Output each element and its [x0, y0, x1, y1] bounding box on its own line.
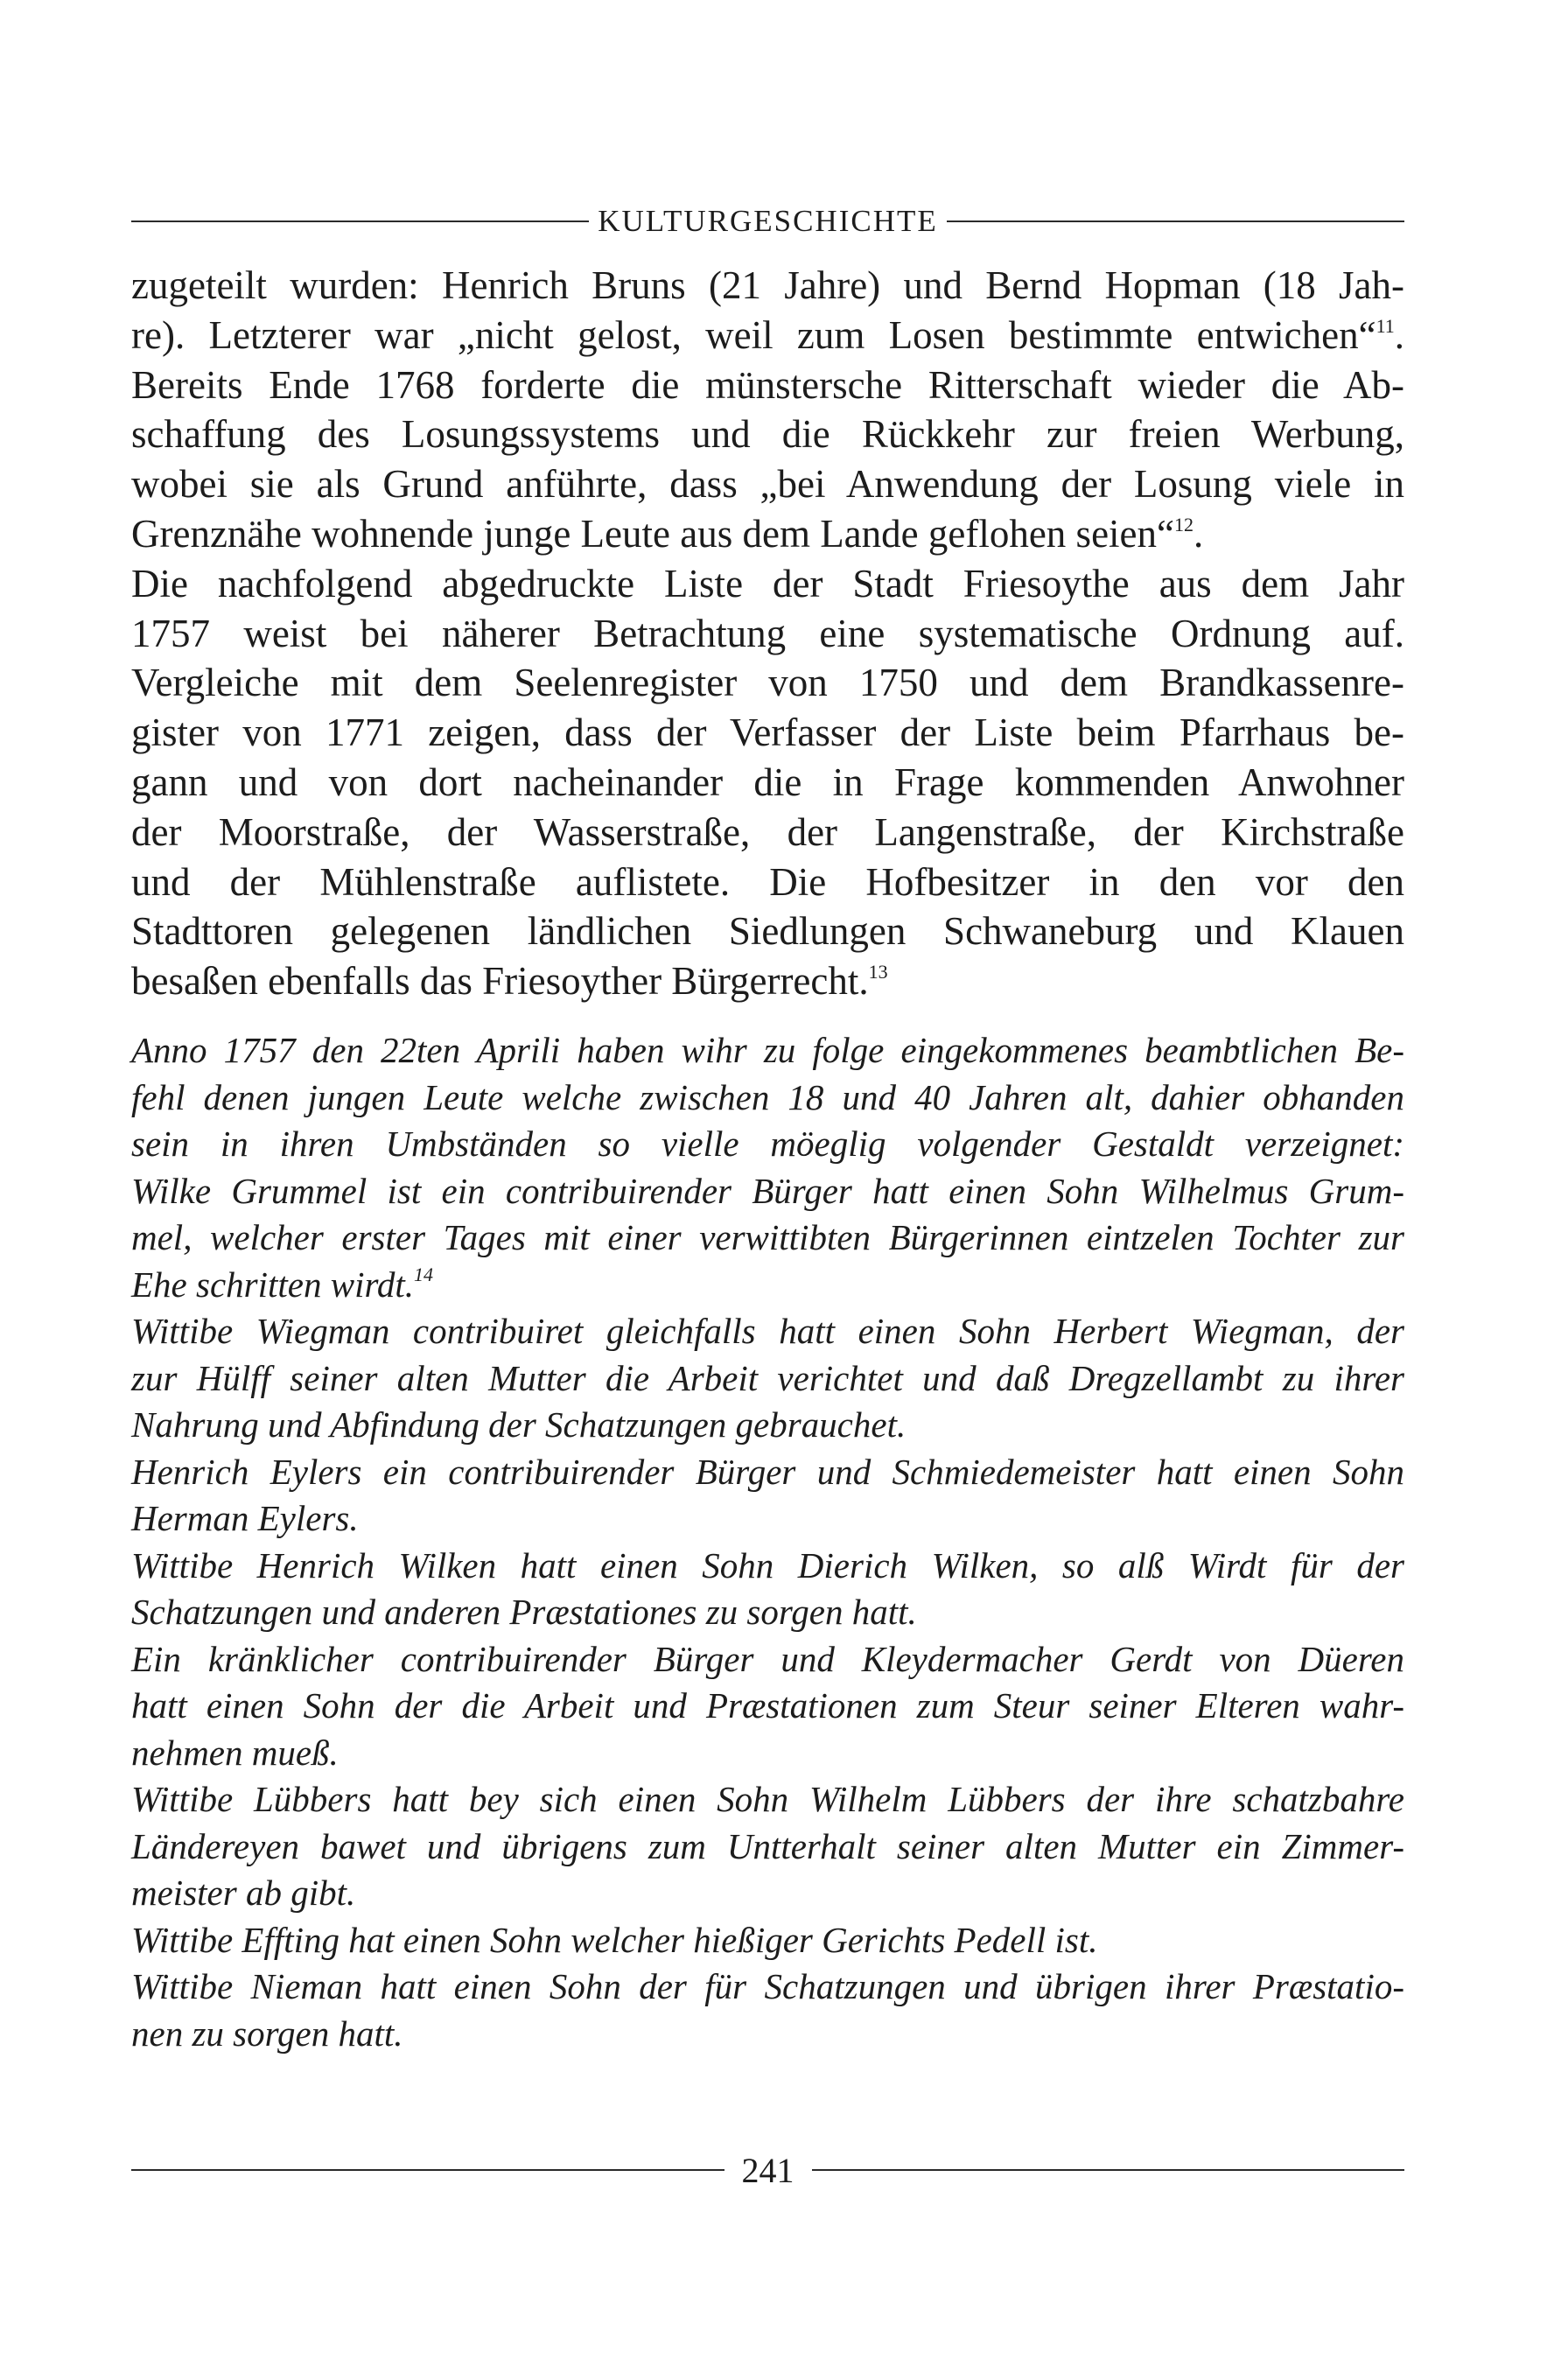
quotation-line — [131, 1027, 1404, 1074]
quotation-line — [131, 1355, 1404, 1403]
body-line-text: gann und von dort nacheinander die in Frage kommenden Anwohner — [131, 760, 1404, 804]
page-footer — [131, 2144, 1404, 2196]
quotation-line — [131, 1262, 1404, 1309]
header-rule-right — [947, 220, 1404, 222]
historical-quotation — [131, 1027, 1404, 2057]
body-line — [131, 559, 1404, 609]
body-line-text: re). Letzterer war „nicht gelost, weil zum Losen bestimmte entwichen“ — [131, 312, 1376, 357]
quotation-line-text: zur Hülff seiner alten Mutter die Arbeit verichtet und daß Dregzellambt zu ihrer — [131, 1357, 1404, 1398]
quotation-line-text: nehmen mueß. — [131, 1732, 339, 1773]
quotation-line — [131, 1964, 1404, 2011]
quotation-line — [131, 1214, 1404, 1262]
body-line — [131, 360, 1404, 410]
quotation-line-text: Nahrung und Abfindung der Schatzungen gebrauchet. — [131, 1404, 906, 1445]
quotation-line — [131, 1074, 1404, 1122]
quotation-line — [131, 1870, 1404, 1917]
quotation-line — [131, 1449, 1404, 1496]
footnote-ref: 13 — [868, 961, 888, 984]
quotation-line — [131, 1308, 1404, 1355]
quotation-line-text: fehl denen jungen Leute welche zwischen 18 und 40 Jahren alt, dahier obhanden — [131, 1076, 1404, 1117]
quotation-line-text: mel, welcher erster Tages mit einer verwittibten Bürgerinnen eintzelen Tochter zur — [131, 1217, 1404, 1257]
quotation-line-text: sein in ihren Umbständen so vielle möeglig volgender Gestaldt verzeignet: — [131, 1124, 1404, 1164]
body-line — [131, 609, 1404, 659]
body-line-text: Stadttoren gelegenen ländlichen Siedlungen Schwaneburg und Klauen — [131, 909, 1404, 954]
body-line-text: Grenznähe wohnende junge Leute aus dem Lande geflohen seien“ — [131, 511, 1174, 556]
body-line-text: besaßen ebenfalls das Friesoyther Bürgerrecht. — [131, 959, 869, 1004]
body-line-text: wobei sie als Grund anführte, dass „bei Anwendung der Losung viele in — [131, 462, 1404, 507]
quotation-line — [131, 1730, 1404, 1777]
body-line — [131, 858, 1404, 907]
body-line-text: zugeteilt wurden: Henrich Bruns (21 Jahre) und Bernd Hopman (18 Jah- — [131, 263, 1404, 307]
quotation-line — [131, 1402, 1404, 1449]
footnote-ref: 12 — [1174, 513, 1194, 536]
quotation-line-text: Henrich Eylers ein contribuirender Bürger und Schmiedemeister hatt einen Sohn — [131, 1451, 1404, 1492]
quotation-line-text: Wittibe Wiegman contribuiret gleichfalls hatt einen Sohn Herbert Wiegman, der — [131, 1311, 1404, 1351]
quotation-line-text: Ehe schritten wirdt. — [131, 1264, 415, 1305]
body-line — [131, 261, 1404, 311]
quotation-line-text: Wittibe Effting hat einen Sohn welcher hießiger Gerichts Pedell ist. — [131, 1919, 1098, 1960]
quotation-line — [131, 1776, 1404, 1824]
running-header — [131, 198, 1404, 245]
body-line-text: der Moorstraße, der Wasserstraße, der Langenstraße, der Kirchstraße — [131, 809, 1404, 854]
footnote-ref: 11 — [1376, 314, 1395, 337]
footer-rule-left — [131, 2169, 724, 2171]
quotation-line — [131, 1121, 1404, 1168]
body-line — [131, 808, 1404, 858]
body-line-text: gister von 1771 zeigen, dass der Verfasser der Liste beim Pfarrhaus be- — [131, 710, 1404, 755]
quotation-line-text: Wittibe Lübbers hatt bey sich einen Sohn Wilhelm Lübbers der ihre schatzbahre — [131, 1779, 1404, 1819]
quotation-line-text: Wittibe Henrich Wilken hatt einen Sohn Dierich Wilken, so alß Wirdt für der — [131, 1544, 1404, 1586]
body-line-text: Bereits Ende 1768 forderte die münstersche Ritterschaft wieder die Ab- — [131, 362, 1404, 407]
body-line-text: und der Mühlenstraße auflistete. Die Hofbesitzer in den vor den — [131, 859, 1404, 904]
quotation-line — [131, 1917, 1404, 1964]
quotation-line-text: nen zu sorgen hatt. — [131, 2012, 403, 2054]
quotation-line-text: hatt einen Sohn der die Arbeit und Præstationen zum Steur seiner Elteren wahr- — [131, 1685, 1404, 1726]
quotation-line — [131, 2011, 1404, 2058]
quotation-line-text: Herman Eylers. — [131, 1498, 359, 1538]
quotation-line-text: Schatzungen und anderen Præstationes zu sorgen hatt. — [131, 1592, 917, 1632]
body-line-text: Vergleiche mit dem Seelenregister von 1750 und dem Brandkassenre- — [131, 661, 1404, 705]
quotation-line — [131, 1168, 1404, 1215]
quotation-line-text: Anno 1757 den 22ten Aprili haben wihr zu folge eingekommenes beambtlichen Be- — [131, 1030, 1404, 1070]
quotation-line-text: meister ab gibt. — [131, 1872, 356, 1913]
body-line — [131, 658, 1404, 708]
footnote-ref: 14 — [414, 1263, 434, 1285]
quotation-line — [131, 1824, 1404, 1871]
header-rule-left — [131, 220, 589, 222]
quotation-line — [131, 1636, 1404, 1684]
quotation-line — [131, 1543, 1404, 1590]
body-paragraph — [131, 261, 1404, 1006]
quotation-line — [131, 1683, 1404, 1730]
body-line-text: schaffung des Losungssystems und die Rückkehr zur freien Werbung, — [131, 412, 1404, 457]
page-number: 241 — [741, 2150, 794, 2190]
body-line: Grenznähe wohnende junge Leute aus dem Lande geflohen seien“$^{12}$. — [131, 511, 1204, 556]
body-line — [131, 708, 1404, 758]
body-line — [131, 906, 1404, 956]
quotation-line — [131, 1589, 1404, 1636]
body-line-text: Die nachfolgend abgedruckte Liste der Stadt Friesoythe aus dem Jahr — [131, 561, 1404, 606]
body-line: re). Letzterer war „nicht gelost, weil zum Losen bestimmte entwichen“$^{11}$. — [131, 312, 1404, 357]
body-line-text: 1757 weist bei näherer Betrachtung eine systematische Ordnung auf. — [131, 611, 1404, 655]
quotation-line-text: Ein kränklicher contribuirender Bürger und Kleydermacher Gerdt von Düeren — [131, 1638, 1404, 1679]
footer-rule-right — [812, 2169, 1405, 2171]
body-line — [131, 956, 1404, 1006]
body-line — [131, 410, 1404, 459]
quotation-line-text: Wittibe Nieman hatt einen Sohn der für Schatzungen und übrigen ihrer Præstatio- — [131, 1966, 1404, 2006]
header-title: KULTURGESCHICHTE — [598, 204, 938, 238]
body-line — [131, 758, 1404, 808]
body-line — [131, 459, 1404, 509]
quotation-line-text: Wilke Grummel ist ein contribuirender Bürger hatt einen Sohn Wilhelmus Grum- — [131, 1170, 1404, 1211]
quotation-line-text: Ländereyen bawet und übrigens zum Untterhalt seiner alten Mutter ein Zimmer- — [131, 1825, 1404, 1866]
quotation-line — [131, 1495, 1404, 1543]
